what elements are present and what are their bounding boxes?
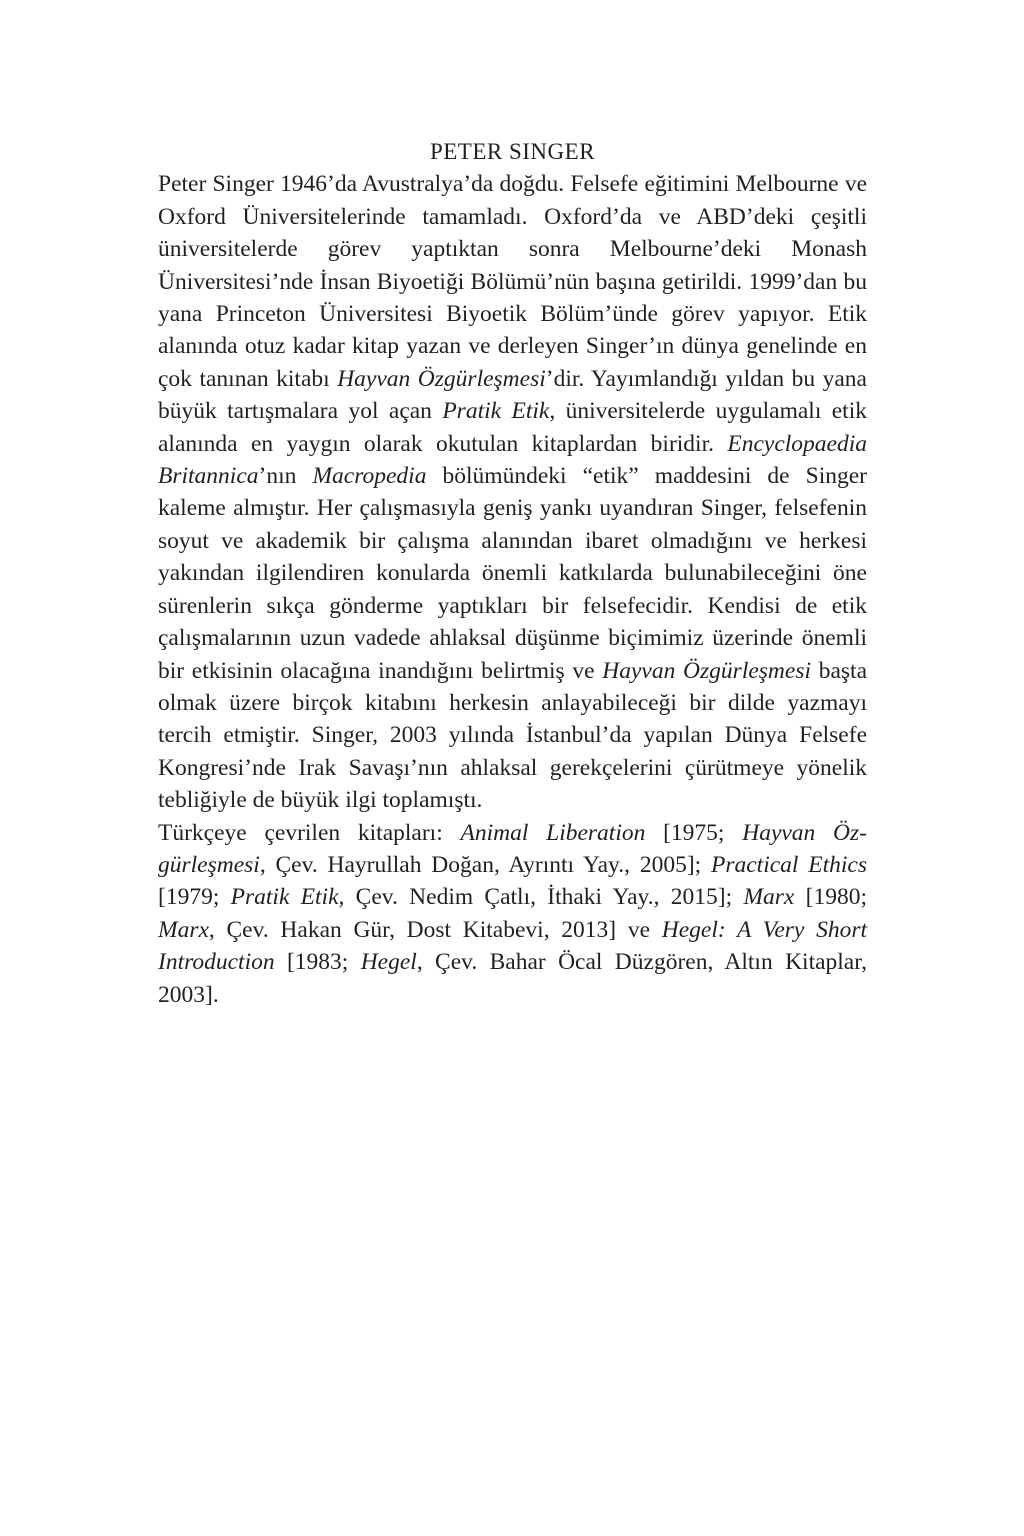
body-text: , Çev. Hayrullah Doğan, Ayrıntı Yay., 2005];	[259, 851, 711, 878]
body-text: Türkçeye çevrilen kitapları:	[158, 819, 461, 846]
italic-title-text: Animal Liberation	[460, 819, 646, 846]
body-text: bölümündeki “etik” maddesini de Singer kaleme almıştır. Her çalışmasıyla geniş yankı uyandıran Singer, felsefenin soyut ve akademik bir çalışma alanından ibaret olmadığını ve herkesi yakından ilgilendiren konularda önemli katkılarda bulunabileceğini öne sürenlerin sıkça gönderme yaptıkları bir felsefecidir. Kendisi de etik çalışmalarının uzun vadede ahlaksal düşünme biçimimiz üzerinde önemli bir etkisinin olacağına inandığını belirtmiş ve	[158, 463, 867, 684]
body-text: [1983;	[274, 949, 361, 976]
body-text: ’dir. Yayımlandığı yıldan bu yana büyük tartışmalara yol açan	[158, 365, 867, 425]
italic-title-text: Hayvan Özgürleşmesi	[602, 657, 812, 684]
body-text: Peter Singer 1946’da Avustralya’da doğdu. Felsefe eğitimini Melbourne ve Oxford Üniversitelerinde tamamladı. Oxford’da ve ABD’deki çeşitli üniversitelerde görev yaptıktan sonra Melbourne’deki Monash Üniversitesi’nde İnsan Biyoetiği Bölümü’nün başına getirildi. 1999’dan bu yana Princeton Üniversitesi Biyoetik Bölüm’ünde görev yapıyor. Etik alanında otuz kadar kitap yazan ve derleyen Singer’ın dünya genelinde en çok tanınan kitabı	[158, 171, 867, 392]
body-text: , Çev. Hakan Gür, Dost Kitabevi, 2013] ve	[208, 916, 662, 943]
body-text: [1980;	[794, 884, 867, 911]
italic-title-text: Pratik Etik	[230, 884, 339, 911]
italic-title-text: Marx	[158, 916, 209, 943]
body-text: ’nın	[258, 463, 313, 490]
body-text: , üniversitelerde uygulamalı etik alanında en yaygın olarak okutulan kitaplardan biridir.	[158, 398, 867, 457]
body-text: [1975;	[645, 819, 743, 846]
italic-title-text: Hegel	[360, 949, 417, 976]
author-heading: PETER SINGER	[429, 139, 596, 164]
book-page	[158, 136, 867, 1011]
italic-title-text: Encyclopaedia Britannica	[158, 430, 867, 490]
italic-title-text: Practical Ethics	[711, 851, 867, 878]
italic-title-text: Hayvan Özgürleşmesi	[337, 365, 546, 392]
italic-title-text: Pratik Etik	[442, 398, 550, 425]
body-text: , Çev. Bahar Öcal Düzgören, Altın Kitaplar, 2003].	[158, 949, 867, 1008]
body-text: [1979;	[158, 884, 231, 911]
italic-title-text: Hegel: A Very Short Introduction	[158, 916, 868, 976]
italic-title-text: Macropedia	[312, 463, 427, 490]
translated-books-paragraph	[158, 817, 867, 1011]
italic-title-text: Hayvan Özgürleşmesi	[158, 819, 867, 878]
italic-title-text: Marx	[743, 884, 795, 911]
body-text: , Çev. Nedim Çatlı, İthaki Yay., 2015];	[338, 884, 744, 911]
biography-paragraph	[158, 168, 867, 816]
body-text: başta olmak üzere birçok kitabını herkesin anlayabileceği bir dilde yazmayı tercih etmiştir. Singer, 2003 yılında İstanbul’da yapılan Dünya Felsefe Kongresi’nde Irak Savaşı’nın ahlaksal gerekçelerini çürütmeye yönelik tebliğiyle de büyük ilgi toplamıştı.	[158, 657, 867, 814]
